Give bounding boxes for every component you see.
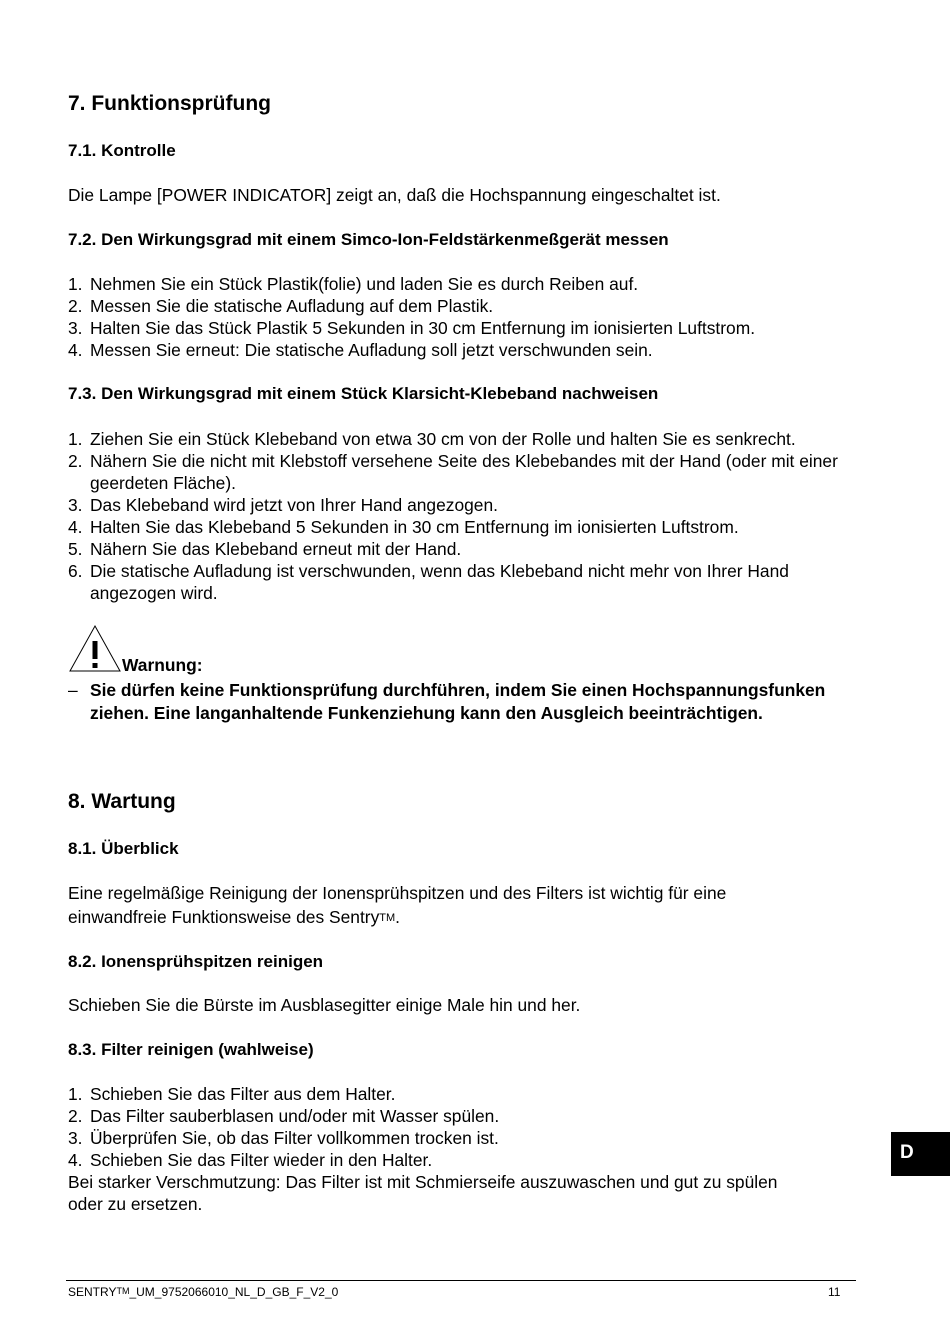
list-item-text: Schieben Sie das Filter wieder in den Halter.	[90, 1150, 433, 1170]
section-7-2-title: 7.2. Den Wirkungsgrad mit einem Simco-Ion-Feldstärkenmeßgerät messen	[68, 230, 669, 249]
list-item-text: Messen Sie erneut: Die statische Aufladung soll jetzt verschwunden sein.	[90, 340, 653, 360]
warning-text: Sie dürfen keine Funktionsprüfung durchführen, indem Sie einen Hochspannungsfunken ziehen. Eine langanhaltende Funkenziehung kann den Ausgleich beeinträchtigen.	[90, 680, 826, 723]
list-item-number: 2.	[68, 1106, 83, 1126]
list-item-text: Halten Sie das Stück Plastik 5 Sekunden in 30 cm Entfernung im ionisierten Luftstrom.	[90, 318, 756, 338]
list-item	[68, 538, 872, 560]
section-8-title: 8. Wartung	[68, 790, 176, 813]
section-8-1-text-line2	[68, 906, 400, 929]
section-7-2-list	[68, 273, 868, 361]
section-7-3-list	[68, 428, 872, 604]
list-item-number: 6.	[68, 561, 83, 581]
list-item-number: 1.	[68, 274, 83, 294]
list-item	[68, 273, 868, 295]
list-item	[68, 1105, 848, 1127]
section-7-1-title: 7.1. Kontrolle	[68, 141, 176, 160]
section-8-3-note-line1: Bei starker Verschmutzung: Das Filter ist mit Schmierseife auszuwaschen und gut zu spülen	[68, 1172, 778, 1192]
footer-code: _UM_9752066010_NL_D_GB_F_V2_0	[129, 1285, 339, 1299]
section-8-3-title: 8.3. Filter reinigen (wahlweise)	[68, 1040, 314, 1059]
section-8-1-text-end: .	[395, 907, 400, 927]
list-item-number: 5.	[68, 539, 83, 559]
list-item-number: 3.	[68, 318, 83, 338]
warning-title: Warnung:	[122, 655, 203, 675]
list-item-number: 4.	[68, 517, 83, 537]
section-7-1-text: Die Lampe [POWER INDICATOR] zeigt an, daß die Hochspannung eingeschaltet ist.	[68, 185, 721, 205]
list-item	[68, 516, 872, 538]
section-8-1-text-line1: Eine regelmäßige Reinigung der Ionensprühspitzen und des Filters ist wichtig für eine	[68, 883, 727, 903]
footer-product: SENTRY	[68, 1285, 117, 1299]
list-item-text: Nehmen Sie ein Stück Plastik(folie) und laden Sie es durch Reiben auf.	[90, 274, 639, 294]
list-item-text: Ziehen Sie ein Stück Klebeband von etwa 30 cm von der Rolle und halten Sie es senkrecht.	[90, 429, 796, 449]
list-item-text: Überprüfen Sie, ob das Filter vollkommen trocken ist.	[90, 1128, 499, 1148]
list-item-text: Die statische Aufladung ist verschwunden, wenn das Klebeband nicht mehr von Ihrer Hand angezogen wird.	[90, 561, 789, 603]
list-item	[68, 1149, 848, 1171]
list-item	[68, 450, 872, 494]
footer-document-id	[68, 1285, 338, 1299]
list-item-number: 4.	[68, 1150, 83, 1170]
warning-triangle-icon	[68, 624, 122, 672]
list-item	[68, 1127, 848, 1149]
list-item-number: 4.	[68, 340, 83, 360]
list-item-number: 2.	[68, 451, 83, 471]
list-item-text: Messen Sie die statische Aufladung auf dem Plastik.	[90, 296, 494, 316]
section-8-1-title: 8.1. Überblick	[68, 839, 179, 858]
list-item	[68, 317, 868, 339]
section-8-3-list	[68, 1083, 848, 1171]
list-item-text: Das Klebeband wird jetzt von Ihrer Hand angezogen.	[90, 495, 498, 515]
list-item-number: 3.	[68, 1128, 83, 1148]
list-item	[68, 339, 868, 361]
list-item-text: Das Filter sauberblasen und/oder mit Wasser spülen.	[90, 1106, 500, 1126]
list-item-text: Nähern Sie das Klebeband erneut mit der Hand.	[90, 539, 462, 559]
list-item-number: 3.	[68, 495, 83, 515]
section-8-2-text: Schieben Sie die Bürste im Ausblasegitter einige Male hin und her.	[68, 995, 581, 1015]
list-item	[68, 295, 868, 317]
footer-trademark-symbol: TM	[116, 1286, 130, 1296]
language-tab-d	[891, 1132, 950, 1176]
list-item-text: Halten Sie das Klebeband 5 Sekunden in 30 cm Entfernung im ionisierten Luftstrom.	[90, 517, 739, 537]
list-item	[68, 1083, 848, 1105]
trademark-symbol: TM	[379, 912, 396, 924]
warning-dash: –	[68, 680, 78, 700]
list-item	[68, 428, 872, 450]
section-8-3-note-line2: oder zu ersetzen.	[68, 1194, 203, 1214]
list-item-text: Nähern Sie die nicht mit Klebstoff versehene Seite des Klebebandes mit der Hand (oder mit einer geerdeten Fläche).	[90, 451, 838, 493]
section-8-2-title: 8.2. Ionensprühspitzen reinigen	[68, 952, 324, 971]
list-item	[68, 560, 872, 604]
footer-divider	[66, 1280, 856, 1281]
section-7-3-title: 7.3. Den Wirkungsgrad mit einem Stück Klarsicht-Klebeband nachweisen	[68, 384, 659, 403]
page-number: 11	[828, 1285, 841, 1299]
list-item	[68, 494, 872, 516]
list-item-number: 2.	[68, 296, 83, 316]
section-7-title: 7. Funktionsprüfung	[68, 92, 271, 115]
list-item-number: 1.	[68, 1084, 83, 1104]
warning-item	[68, 679, 828, 724]
language-tab-label: D	[900, 1142, 914, 1163]
section-8-1-text-body: einwandfreie Funktionsweise des Sentry	[68, 907, 380, 927]
list-item-text: Schieben Sie das Filter aus dem Halter.	[90, 1084, 396, 1104]
list-item-number: 1.	[68, 429, 83, 449]
